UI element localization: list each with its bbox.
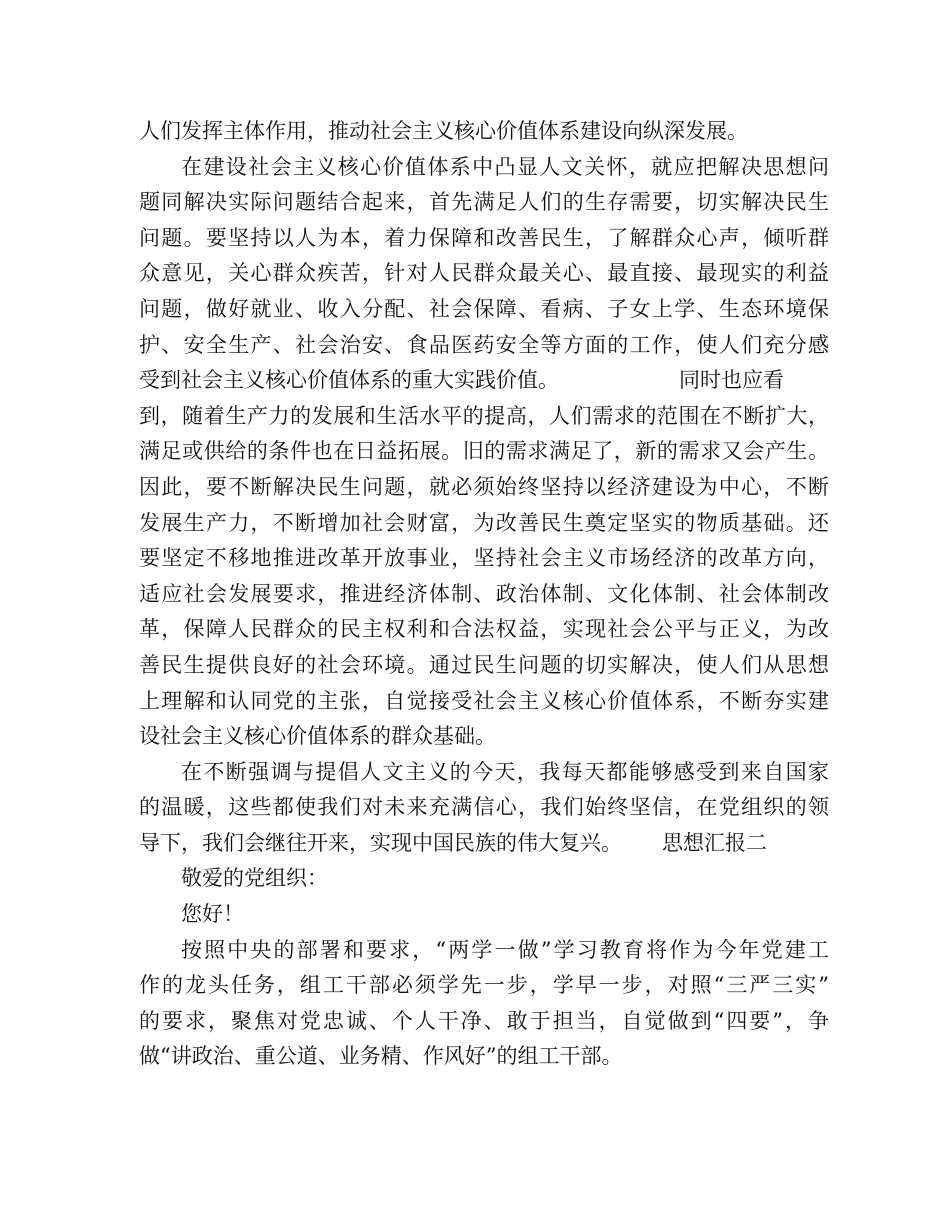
text-line: 在建设社会主义核心价值体系中凸显人文关怀，就应把解决思想问 — [181, 154, 829, 179]
text-line: 众意见，关心群众疾苦，针对人民群众最关心、最直接、最现实的利益 — [139, 261, 829, 286]
text-line: 发展生产力，不断增加社会财富，为改善民生奠定坚实的物质基础。还 — [139, 510, 829, 535]
text-line: 革，保障人民群众的民主权利和合法权益，实现社会公平与正义，为改 — [139, 617, 829, 642]
text-line: 按照中央的部署和要求，“两学一做”学习教育将作为今年党建工 — [181, 937, 829, 962]
text-segment: 导下，我们会继往开来，实现中国民族的伟大复兴。 — [139, 830, 622, 855]
text-line: 的要求，聚焦对党忠诚、个人干净、敢于担当，自觉做到“四要”，争 — [139, 1008, 829, 1033]
text-line: 上理解和认同党的主张，自觉接受社会主义核心价值体系，不断夯实建 — [139, 688, 829, 713]
text-line: 护、安全生产、社会治安、食品医药安全等方面的工作，使人们充分感 — [139, 332, 829, 357]
text-segment: 同时也应看 — [679, 368, 784, 393]
greeting: 您好！ — [181, 902, 244, 927]
text-line: 在不断强调与提倡人文主义的今天，我每天都能够感受到来自国家 — [181, 759, 829, 784]
text-line: 做“讲政治、重公道、业务精、作风好”的组工干部。 — [139, 1044, 623, 1069]
text-line: 问题，做好就业、收入分配、社会保障、看病、子女上学、生态环境保 — [139, 296, 829, 321]
text-line: 要坚定不移地推进改革开放事业，坚持社会主义市场经济的改革方向， — [139, 546, 829, 571]
text-line: 作的龙头任务，组工干部必须学先一步，学早一步，对照“三严三实” — [139, 973, 829, 998]
document-body — [139, 114, 829, 1075]
text-line: 设社会主义核心价值体系的群众基础。 — [139, 724, 496, 749]
text-line: 问题。要坚持以人为本，着力保障和改善民生，了解群众心声，倾听群 — [139, 225, 829, 250]
text-segment: 思想汇报二 — [662, 830, 767, 855]
text-line: 的温暖，这些都使我们对未来充满信心，我们始终坚信，在党组织的领 — [139, 795, 829, 820]
text-line: 因此，要不断解决民生问题，就必须始终坚持以经济建设为中心，不断 — [139, 474, 829, 499]
text-line: 到，随着生产力的发展和生活水平的提高，人们需求的范围在不断扩大， — [139, 403, 829, 428]
text-line: 人们发挥主体作用，推动社会主义核心价值体系建设向纵深发展。 — [139, 119, 748, 143]
text-segment: 受到社会主义核心价值体系的重大实践价值。 — [139, 368, 559, 393]
text-line: 善民生提供良好的社会环境。通过民生问题的切实解决，使人们从思想 — [139, 652, 829, 677]
text-line — [139, 363, 829, 399]
salutation: 敬爱的党组织： — [181, 866, 328, 891]
text-line — [139, 826, 829, 862]
text-line: 适应社会发展要求，推进经济体制、政治体制、文化体制、社会体制改 — [139, 581, 829, 606]
text-line: 满足或供给的条件也在日益拓展。旧的需求满足了，新的需求又会产生。 — [139, 439, 829, 464]
text-line: 题同解决实际问题结合起来，首先满足人们的生存需要，切实解决民生 — [139, 190, 829, 215]
